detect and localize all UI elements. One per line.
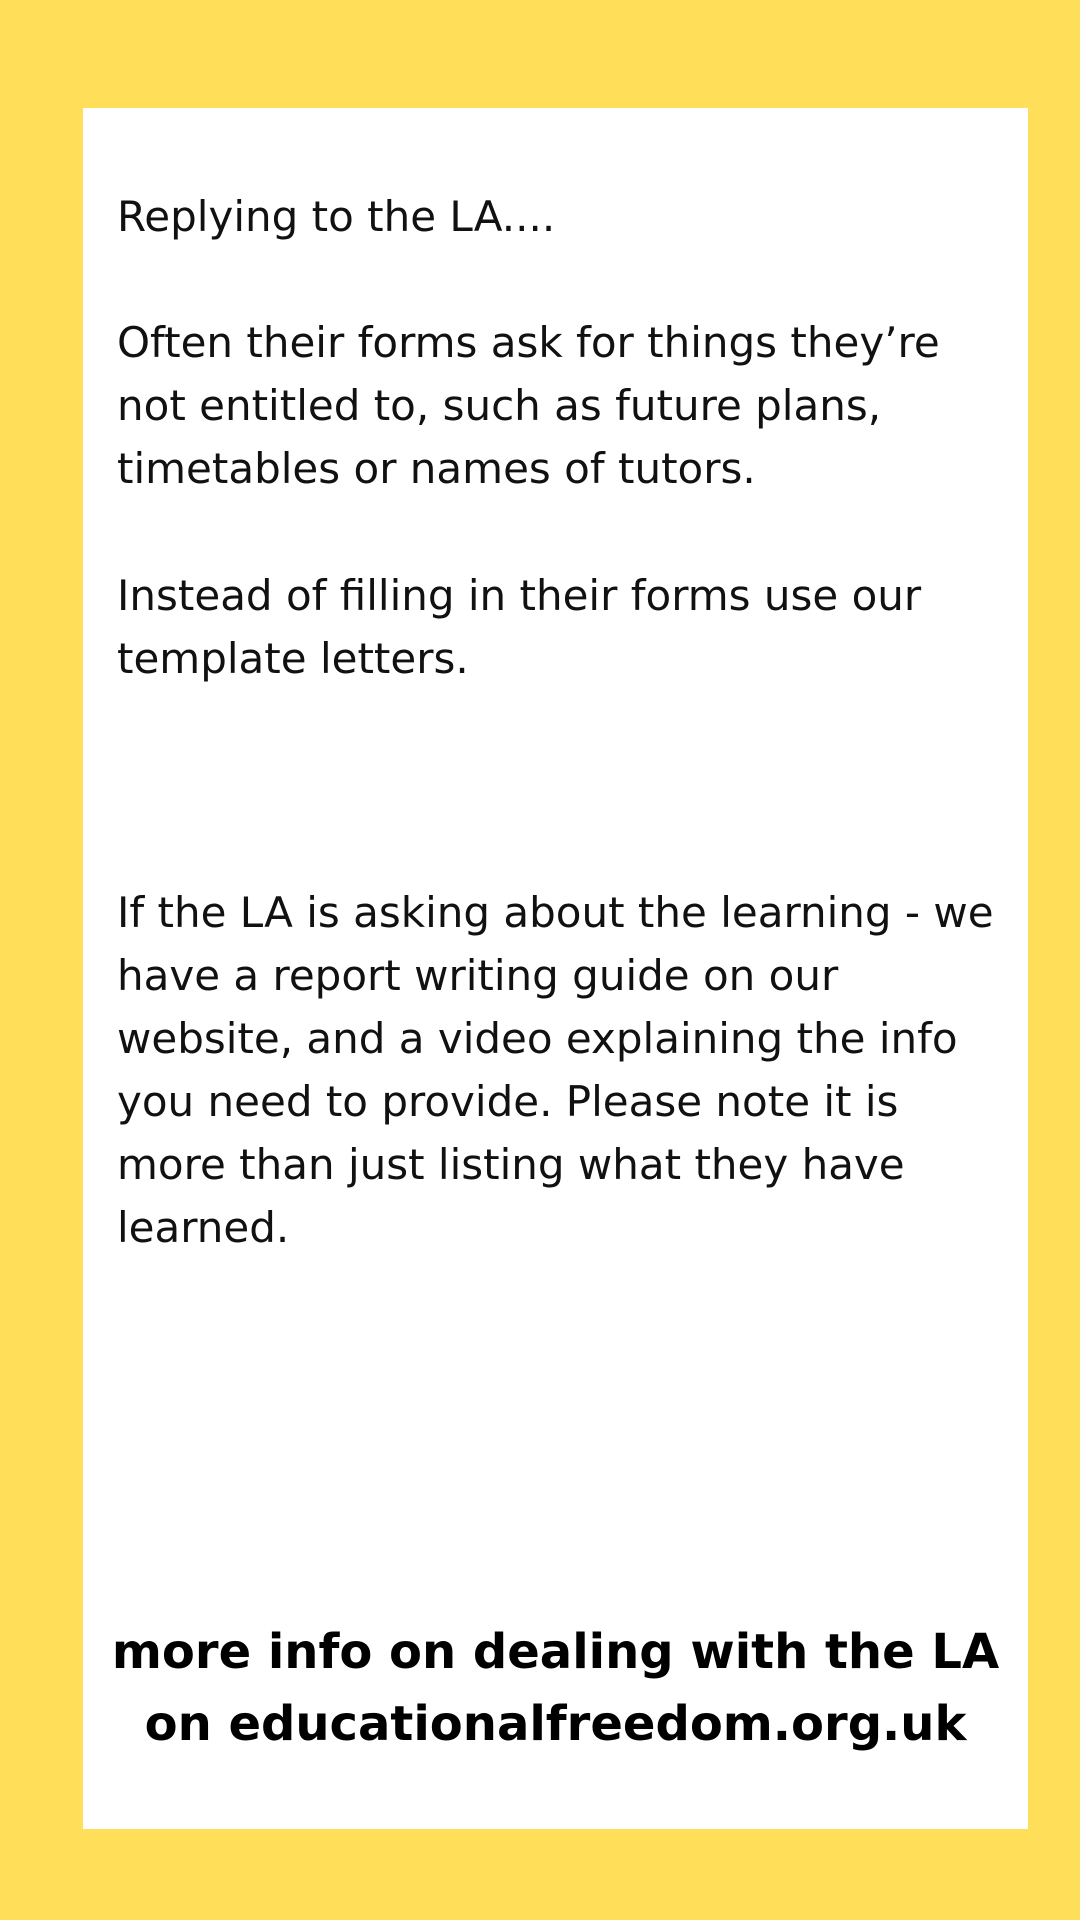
- template-letters-paragraph: Instead of filling in their forms use our template letters.: [117, 571, 922, 683]
- learning-report-paragraph: If the LA is asking about the learning - we have a report writing guide on our website, and a video explaining the info you need to provide. Please note it is more than just listing what they have learned.: [117, 888, 994, 1252]
- content-card: [83, 108, 1028, 1829]
- footer-line-2: on educationalfreedom.org.uk: [144, 1696, 967, 1752]
- footer-callout: [83, 1616, 1028, 1760]
- footer-line-1: more info on dealing with the LA: [111, 1624, 1000, 1680]
- forms-paragraph: Often their forms ask for things they’re not entitled to, such as future plans, timetables or names of tutors.: [117, 318, 940, 493]
- intro-heading: Replying to the LA....: [117, 192, 556, 241]
